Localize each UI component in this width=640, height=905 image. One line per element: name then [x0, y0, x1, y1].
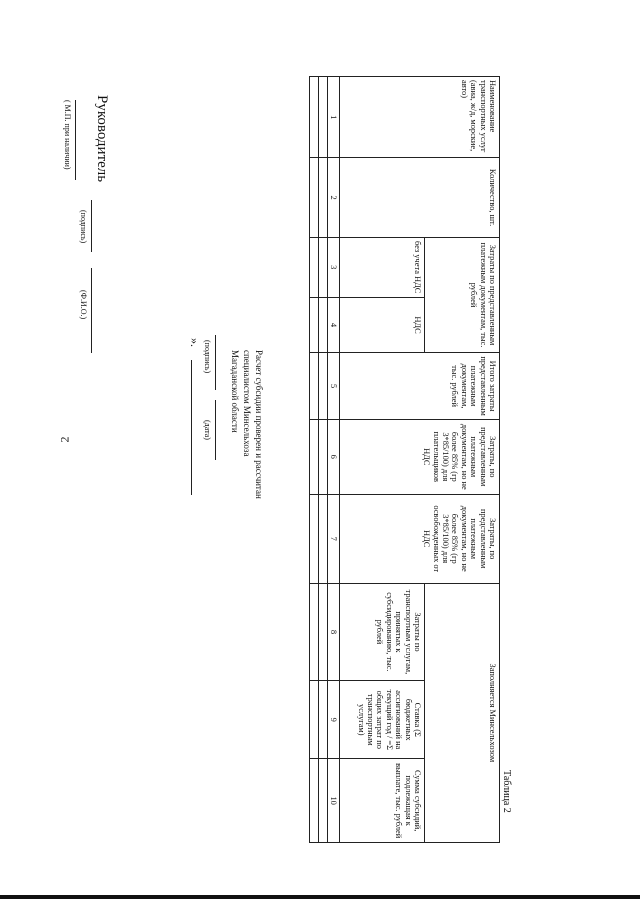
header-ministry-group: Заполняется Минсельхозом	[425, 583, 500, 842]
column-number: 4	[328, 297, 340, 353]
quote-mark: ».	[188, 338, 202, 347]
check-date-line	[215, 400, 216, 460]
head-signature-caption: (подпись)	[79, 210, 88, 244]
header-rate: Ставка (Σ бюджетных ассигнований на текущий год / =Σ общих затрат по транспортным услугам)	[340, 681, 425, 759]
column-number: 10	[328, 759, 340, 843]
header-service-name: Наименование транспортных услуг (авиа, ж/д, морские, авто)	[340, 77, 500, 158]
column-number: 8	[328, 583, 340, 680]
column-number: 3	[328, 237, 340, 297]
head-fio-caption: (Ф.И.О.)	[79, 290, 88, 320]
head-label: Руководитель	[94, 95, 110, 183]
head-signature-line	[91, 200, 92, 252]
header-costs-vat-payers: Затраты, по представленным платежным документам, но не более 85% (гр 3*85/100) для плательщиков НДС	[340, 419, 500, 494]
header-quantity: Количество, шт.	[340, 158, 500, 237]
check-signature-caption: (подпись)	[203, 340, 212, 374]
check-note-line2: специалистом Минсельхоза	[242, 350, 252, 457]
header-total-costs: Итого затраты представленным платежным документам, тыс. рублей	[340, 353, 500, 419]
header-without-vat: без учета НДС	[340, 237, 425, 297]
column-number: 9	[328, 681, 340, 759]
check-note-line3: Магаданской области	[230, 350, 240, 433]
stamp-caption: ( М.П. при наличии)	[63, 100, 72, 170]
header-vat: НДС	[340, 297, 425, 353]
check-signature-line	[215, 335, 216, 390]
stamp-line	[75, 100, 76, 180]
date-line	[191, 360, 192, 495]
column-number: 2	[328, 158, 340, 237]
head-fio-line	[91, 268, 92, 353]
header-costs-group: Затраты по представленным платежным документам, тыс. рублей	[425, 237, 500, 353]
table-caption: Таблица 2	[501, 770, 512, 813]
header-costs-vat-exempt: Затраты, по представленным платежным документам, но не более 85% (гр 3*85/100) для освобожденных от НДС	[340, 494, 500, 583]
column-number: 5	[328, 353, 340, 419]
header-subsidy-amount: Сумма субсидий, подлежащая к выплате, тыс. рублей	[340, 759, 425, 843]
column-number: 7	[328, 494, 340, 583]
header-accepted-costs: Затраты по транспортным услугам, принятых к субсидированию, тыс. рублей	[340, 583, 425, 680]
column-number: 6	[328, 419, 340, 494]
column-number: 1	[328, 77, 340, 158]
check-date-caption: (дата)	[203, 420, 212, 440]
page-bottom-edge	[0, 895, 640, 899]
page-number: 2	[57, 436, 72, 443]
check-note-line1: Расчет субсидии проверен и рассчитан	[254, 350, 264, 499]
